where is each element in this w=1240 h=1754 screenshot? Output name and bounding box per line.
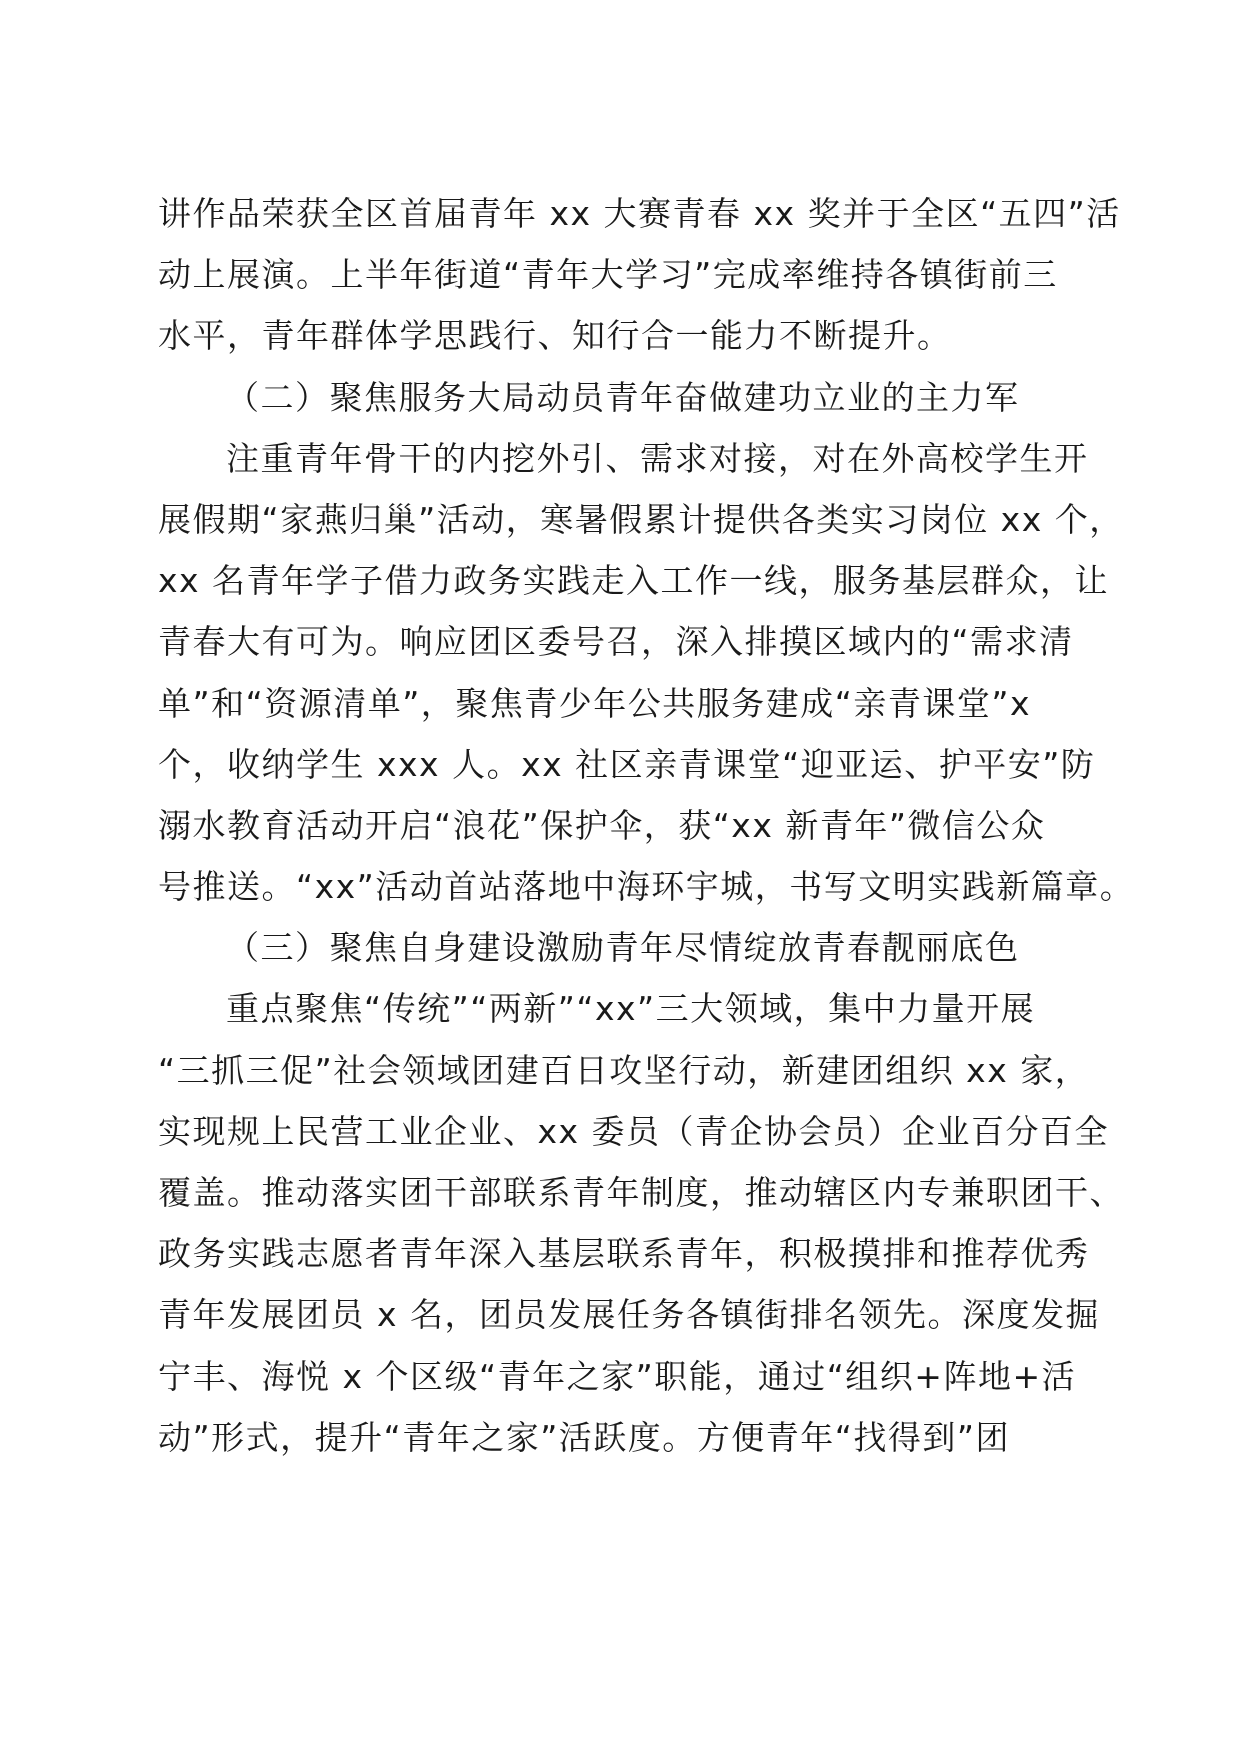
section-heading-3: （三）聚焦自身建设激励青年尽情绽放青春靓丽底色 [226,928,1020,968]
body-text [158,183,1135,1468]
text-line: 青春大有可为。响应团区委号召，深入排摸区域内的“需求清 [158,622,1074,662]
section-heading-2: （二）聚焦服务大局动员青年奋做建功立业的主力军 [226,377,1020,417]
text-line: “三抓三促”社会领域团建百日攻坚行动，新建团组织 xx 家， [158,1050,1090,1090]
text-line: 动”形式，提升“青年之家”活跃度。方便青年“找得到”团 [158,1417,1010,1457]
text-line: 单”和“资源清单”，聚焦青少年公共服务建成“亲青课堂”x [158,683,1032,723]
text-line: 宁丰、海悦 x 个区级“青年之家”职能，通过“组织+阵地+活 [158,1356,1077,1396]
text-line: 动上展演。上半年街道“青年大学习”完成率维持各镇街前三 [158,255,1058,295]
text-line: 展假期“家燕归巢”活动，寒暑假累计提供各类实习岗位 xx 个， [158,499,1124,539]
text-line: xx 名青年学子借力政务实践走入工作一线，服务基层群众，让 [158,561,1110,601]
text-line: 实现规上民营工业企业、xx 委员（青企协会员）企业百分百全 [158,1111,1110,1151]
text-line: 号推送。“xx”活动首站落地中海环宇城，书写文明实践新篇章。 [158,867,1135,907]
text-line: 青年发展团员 x 名，团员发展任务各镇街排名领先。深度发掘 [158,1295,1101,1335]
text-line: 讲作品荣获全区首届青年 xx 大赛青春 xx 奖并于全区“五四”活 [158,194,1121,233]
text-line: 政务实践志愿者青年深入基层联系青年，积极摸排和推荐优秀 [158,1234,1090,1274]
text-line: 溺水教育活动开启“浪花”保护伞，获“xx 新青年”微信公众 [158,805,1046,845]
text-line: 重点聚焦“传统”“两新”“xx”三大领域，集中力量开展 [226,989,1036,1029]
text-line: 覆盖。推动落实团干部联系青年制度，推动辖区内专兼职团干、 [158,1173,1124,1212]
text-line: 水平，青年群体学思践行、知行合一能力不断提升。 [158,316,952,356]
text-line: 注重青年骨干的内挖外引、需求对接，对在外高校学生开 [226,438,1089,478]
text-line: 个，收纳学生 xxx 人。xx 社区亲青课堂“迎亚运、护平安”防 [158,744,1096,784]
